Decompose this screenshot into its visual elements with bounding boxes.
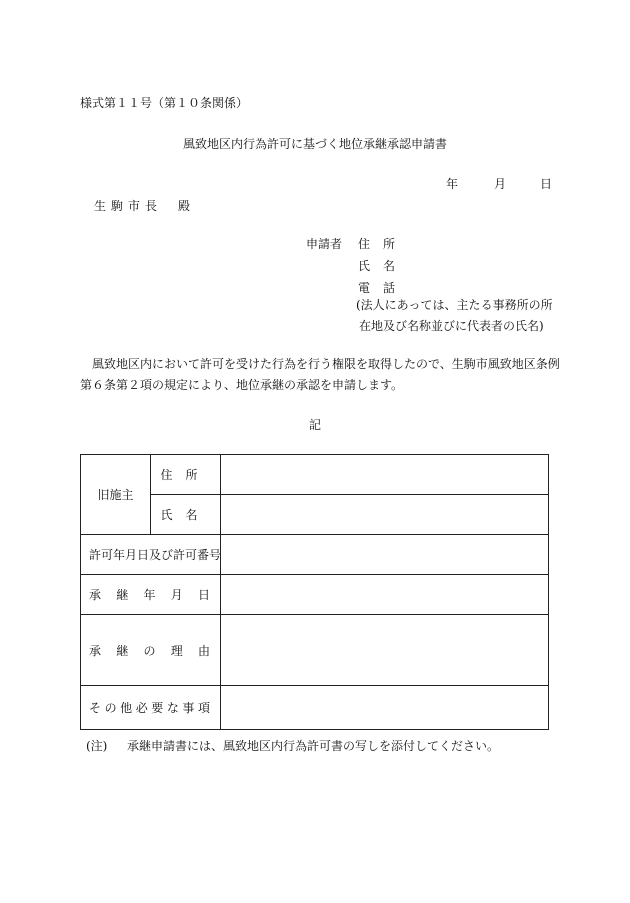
- date-day-label: 日: [540, 177, 553, 191]
- table-row-prev-name: [81, 495, 549, 535]
- body-text-line2: 第６条第２項の規定により、地位承継の承認を申請します。: [80, 378, 404, 392]
- other-matters-char: 必: [135, 701, 148, 715]
- succession-reason-char: 承: [89, 643, 102, 658]
- succession-reason-field[interactable]: [221, 615, 549, 686]
- prev-name-field[interactable]: [221, 495, 549, 535]
- succession-reason-label: [81, 615, 221, 686]
- prev-owner-label: 旧施主: [81, 455, 151, 535]
- applicant-name-label: 氏名: [358, 259, 409, 273]
- prev-address-label: 住所: [151, 455, 221, 495]
- other-matters-char: 他: [120, 701, 133, 715]
- succession-date-field[interactable]: [221, 575, 549, 615]
- prev-address-field[interactable]: [221, 455, 549, 495]
- application-table: [80, 454, 549, 730]
- table-row-permit: [81, 535, 549, 575]
- other-matters-char: の: [104, 701, 117, 715]
- corporation-note-line1: (法人にあっては、主たる事務所の所: [356, 298, 553, 312]
- succession-reason-char: 由: [197, 643, 210, 658]
- corporation-note-line2: 在地及び名称並びに代表者の氏名): [359, 319, 544, 333]
- prev-name-label: 氏名: [151, 495, 221, 535]
- other-matters-field[interactable]: [221, 686, 549, 730]
- other-matters-char: 項: [197, 701, 210, 715]
- succession-date-char: 月: [170, 588, 183, 602]
- succession-date-char: 承: [89, 588, 102, 602]
- other-matters-char: な: [166, 701, 179, 715]
- footnote-mark: (注): [86, 739, 108, 753]
- ki-heading: 記: [308, 418, 321, 432]
- applicant-address-label: 住所: [358, 237, 409, 251]
- date-month-label: 月: [494, 177, 507, 191]
- succession-date-char: 日: [197, 588, 210, 602]
- succession-reason-char: 継: [116, 643, 129, 658]
- footnote-text: 承継申請書には、風致地区内行為許可書の写しを添付してください。: [127, 739, 500, 753]
- table-row-other: [81, 686, 549, 730]
- permit-label: 許可年月日及び許可番号: [81, 535, 221, 575]
- date-year-label: 年: [446, 177, 459, 191]
- succession-date-char: 継: [116, 588, 129, 602]
- other-matters-char: 事: [182, 701, 195, 715]
- addressee-honorific: 殿: [178, 199, 191, 213]
- document-title: 風致地区内行為許可に基づく地位承継承認申請書: [182, 137, 447, 151]
- other-matters-char: 要: [151, 701, 164, 715]
- table-row-succession-date: [81, 575, 549, 615]
- other-matters-char: そ: [89, 701, 102, 715]
- succession-date-label: [81, 575, 221, 615]
- applicant-phone-label: 電話: [358, 281, 409, 295]
- succession-reason-char: の: [143, 643, 156, 658]
- addressee-name: 生駒市長: [94, 199, 163, 213]
- permit-field[interactable]: [221, 535, 549, 575]
- form-number: 様式第１１号（第１０条関係）: [80, 96, 249, 110]
- table-row-prev-address: [81, 455, 549, 495]
- applicant-label: 申請者: [306, 237, 343, 251]
- succession-date-char: 年: [143, 588, 156, 602]
- table-row-succession-reason: [81, 615, 549, 686]
- other-matters-label: [81, 686, 221, 730]
- body-text-line1: 風致地区内において許可を受けた行為を行う権限を取得したので、生駒市風致地区条例: [92, 357, 560, 371]
- succession-reason-char: 理: [170, 643, 183, 658]
